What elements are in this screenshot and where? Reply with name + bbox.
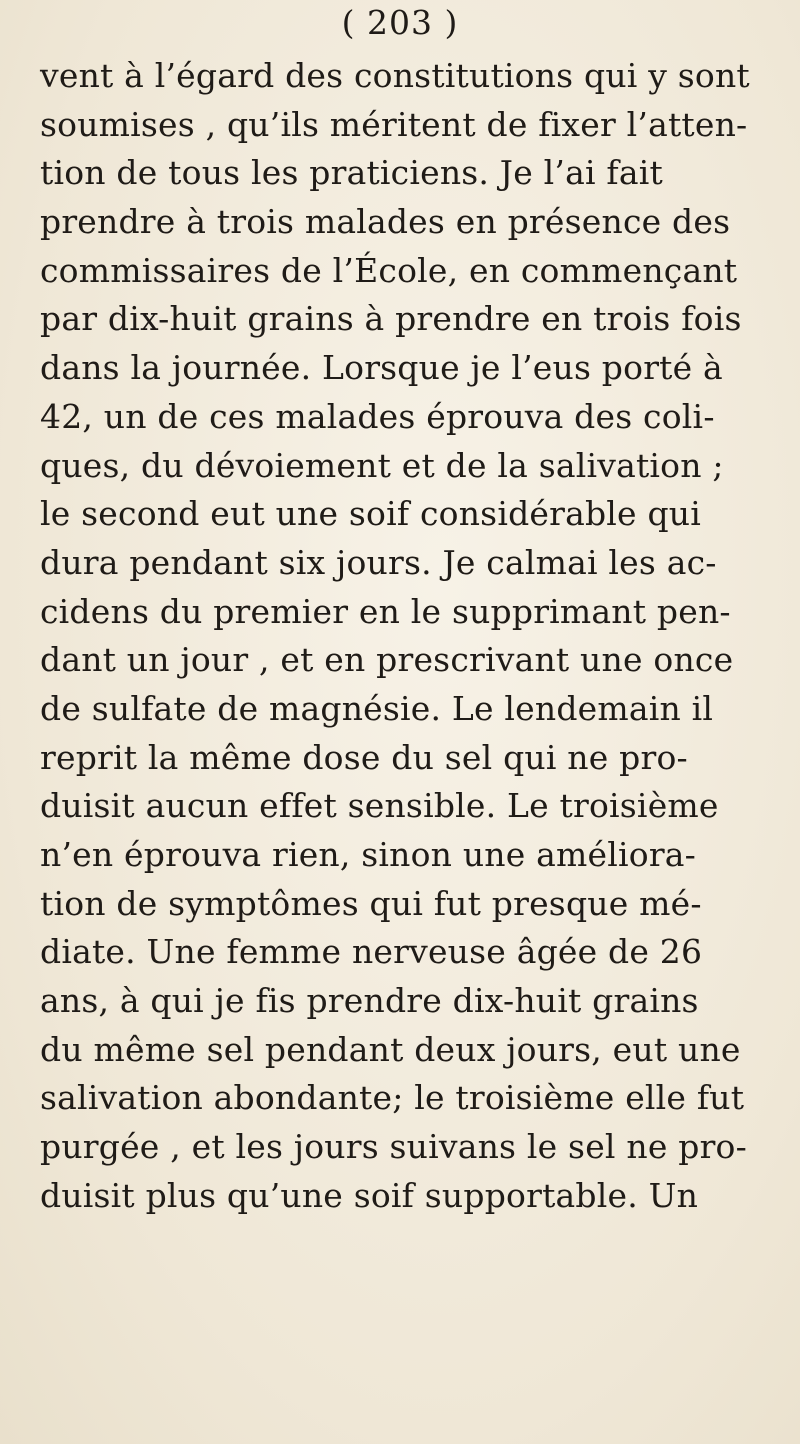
text-line: diate. Une femme nerveuse âgée de 26	[40, 932, 703, 972]
text-line: par dix-huit grains à prendre en trois fois	[40, 299, 742, 339]
text-line: cidens du premier en le supprimant pen-	[40, 591, 731, 631]
text-line: le second eut une soif considérable qui	[40, 494, 702, 534]
page-number: ( 203 )	[341, 3, 459, 42]
text-line: soumises , qu’ils méritent de fixer l’atten-	[40, 104, 748, 144]
text-line: ans, à qui je fis prendre dix-huit grains	[40, 981, 699, 1021]
body-text	[40, 52, 800, 1221]
text-line: tion de symptômes qui fut presque mé-	[40, 883, 702, 923]
text-line: salivation abondante; le troisième elle fut	[40, 1078, 745, 1118]
text-line: dans la journée. Lorsque je l’eus porté à	[40, 348, 723, 388]
text-line: duisit plus qu’une soif supportable. Un	[40, 1175, 699, 1215]
text-line: tion de tous les praticiens. Je l’ai fait	[40, 153, 663, 193]
text-line: n’en éprouva rien, sinon une améliora-	[40, 835, 697, 874]
text-line: de sulfate de magnésie. Le lendemain il	[40, 688, 714, 728]
text-line: vent à l’égard des constitutions qui y sont	[40, 56, 750, 95]
text-line: du même sel pendant deux jours, eut une	[40, 1029, 741, 1069]
text-line: purgée , et les jours suivans le sel ne pro-	[40, 1127, 747, 1167]
text-line: reprit la même dose du sel qui ne pro-	[40, 737, 688, 777]
text-line: dant un jour , et en prescrivant une once	[40, 640, 734, 680]
text-line: ques, du dévoiement et de la salivation ;	[40, 445, 724, 485]
text-line: commissaires de l’École, en commençant	[40, 250, 738, 290]
text-line: dura pendant six jours. Je calmai les ac-	[40, 542, 717, 582]
text-line: 42, un de ces malades éprouva des coli-	[40, 396, 715, 436]
text-line: duisit aucun effet sensible. Le troisième	[40, 786, 719, 826]
text-line: prendre à trois malades en présence des	[40, 202, 731, 242]
